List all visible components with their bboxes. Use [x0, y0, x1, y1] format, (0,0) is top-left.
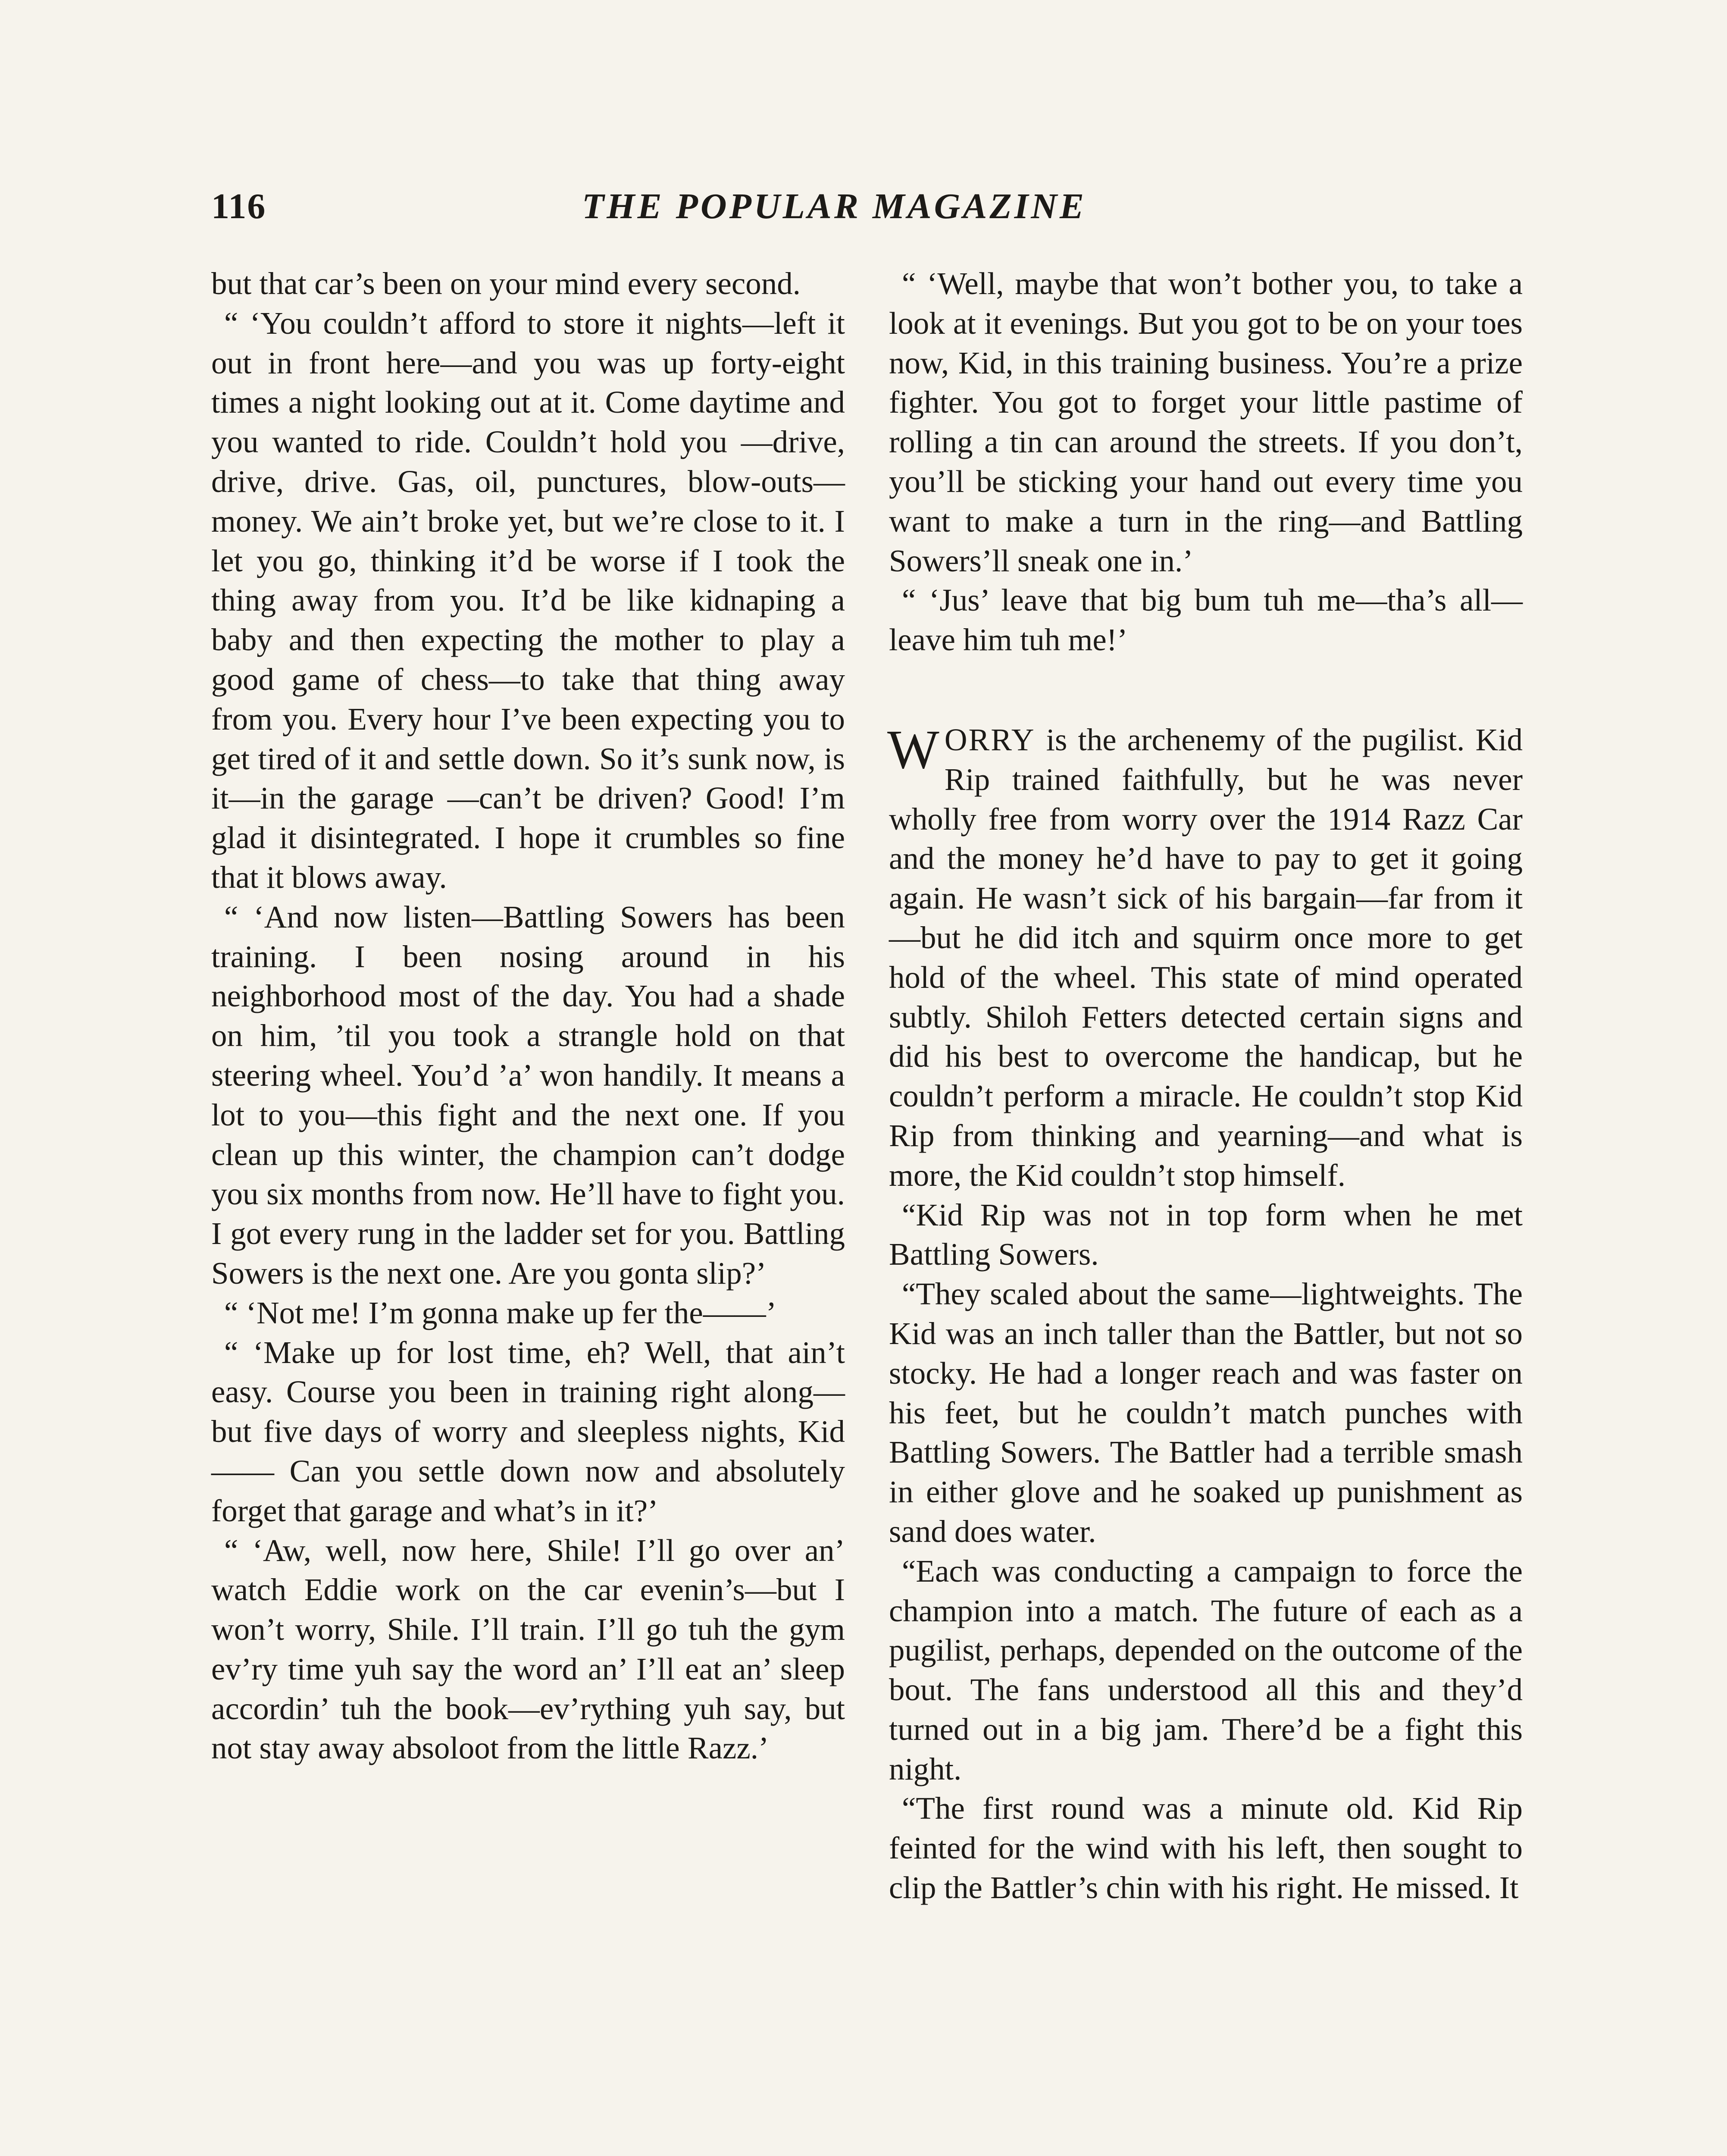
left-column — [211, 264, 845, 1768]
section-opening-text: is the archenemy of the pugilist. Kid Rip trained faithfully, but he was never wholly free from worry over the 1914 Razz Car and the money he’d have to pay to get it going again. He wasn’t sick of his bargain—far from it—but he did itch and squirm once more to get hold of the wheel. This state of mind operated subtly. Shiloh Fetters detected certain signs and did his best to overcome the handicap, but he couldn’t perform a miracle. He couldn’t stop Kid Rip from thinking and yearning—and what is more, the Kid couldn’t stop himself. — [889, 722, 1523, 1193]
page-number: 116 — [211, 186, 266, 226]
section-break — [889, 660, 1523, 720]
drop-cap: W — [887, 718, 939, 780]
paragraph: “The first round was a minute old. Kid Rip feinted for the wind with his left, then sought to clip the Battler’s chin with his right. He missed. It — [889, 1791, 1523, 1905]
paragraph: “Each was conducting a campaign to force the champion into a match. The future of each as a pugilist, perhaps, depended on the outcome of the bout. The fans understood all this and they’d turned out in a big jam. There’d be a fight this night. — [889, 1553, 1523, 1786]
right-column — [889, 264, 1523, 1908]
paragraph: “ ‘You couldn’t afford to store it nights—left it out in front here—and you was up forty-eight times a night looking out at it. Come daytime and you wanted to ride. Couldn’t hold you —drive, drive, drive. Gas, oil, punctures, blow-outs—money. We ain’t broke yet, but we’re close to it. I let you go, thinking it’d be worse if I took the thing away from you. It’d be like kidnaping a baby and then expecting the mother to play a good game of chess—to take that thing away from you. Every hour I’ve been expecting you to get tired of it and settle down. So it’s sunk now, is it—in the garage —can’t be driven? Good! I’m glad it disintegrated. I hope it crumbles so fine that it blows away. — [211, 305, 845, 895]
running-head: THE POPULAR MAGAZINE — [582, 186, 1087, 226]
paragraph: “ ‘Well, maybe that won’t bother you, to take a look at it evenings. But you got to be on your toes now, Kid, in this training business. You’re a prize fighter. You got to forget your little pastime of rolling a tin can around the streets. If you don’t, you’ll be sticking your hand out every time you want to make a turn in the ring—and Battling Sowers’ll sneak one in.’ — [889, 266, 1523, 578]
paragraph: “ ‘And now listen—Battling Sowers has been training. I been nosing around in his neighborhood most of the day. You had a shade on him, ’til you took a strangle hold on that steering wheel. You’d ’a’ won handily. It means a lot to you—this fight and the next one. If you clean up this winter, the champion can’t dodge you six months from now. He’ll have to fight you. I got every rung in the ladder set for you. Battling Sowers is the next one. Are you gonta slip?’ — [211, 899, 845, 1291]
small-caps-lead: ORRY — [944, 722, 1036, 757]
paragraph: “ ‘Make up for lost time, eh? Well, that ain’t easy. Course you been in training right along—but five days of worry and sleepless nights, Kid—— Can you settle down now and absolutely forget that garage and what’s in it?’ — [211, 1335, 845, 1528]
paragraph: “ ‘Not me! I’m gonna make up fer the——’ — [224, 1295, 777, 1330]
paragraph: “They scaled about the same—lightweights. The Kid was an inch taller than the Battler, but not so stocky. He had a longer reach and was faster on his feet, but he couldn’t match punches with Battling Sowers. The Battler had a terrible smash in either glove and he soaked up punishment as sand does water. — [889, 1276, 1523, 1549]
paragraph: “ ‘Jus’ leave that big bum tuh me—tha’s all—leave him tuh me!’ — [889, 583, 1523, 658]
section-opening-paragraph — [889, 720, 1523, 1195]
paragraph: “ ‘Aw, well, now here, Shile! I’ll go over an’ watch Eddie work on the car evenin’s—but I won’t worry, Shile. I’ll train. I’ll go tuh the gym ev’ry time yuh say the word an’ I’ll eat an’ sleep accordin’ tuh the book—ev’rything yuh say, but not stay away absoloot from the little Razz.’ — [211, 1532, 845, 1766]
paragraph: but that car’s been on your mind every second. — [211, 266, 801, 301]
paragraph: “Kid Rip was not in top form when he met Battling Sowers. — [889, 1197, 1523, 1272]
